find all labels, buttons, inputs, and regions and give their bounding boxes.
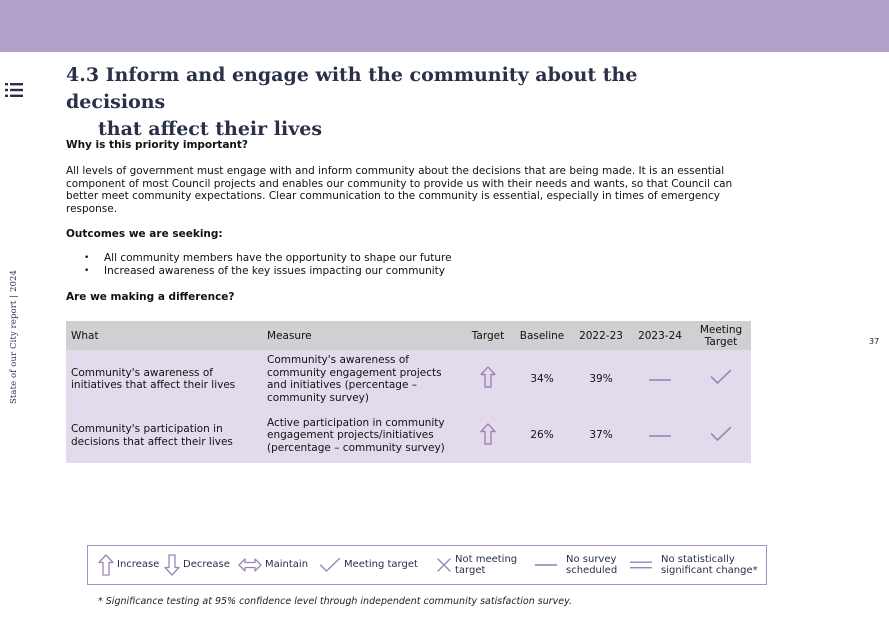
cell-meeting-target [691, 408, 751, 463]
not-meeting-cross-icon [436, 557, 452, 573]
header-what: What [66, 321, 262, 350]
decrease-arrow-icon [164, 554, 180, 576]
title-line-2: that affect their lives [98, 118, 323, 140]
table-header-row [66, 321, 751, 350]
cell-measure: Community's awareness of community engagement projects and initiatives (percentage – community survey) [262, 350, 465, 408]
page-number: 37 [869, 337, 880, 346]
meeting-target-check-icon [319, 557, 341, 573]
cell-baseline: 34% [511, 350, 573, 408]
table-of-contents-icon[interactable] [5, 82, 23, 98]
no-significant-change-icon [629, 560, 653, 570]
cell-target [465, 350, 511, 408]
legend-maintain [238, 546, 308, 583]
legend-label: Increase [117, 559, 160, 570]
header-target: Target [465, 321, 511, 350]
cell-2023-24 [629, 408, 691, 463]
cell-2023-24 [629, 350, 691, 408]
page-title [66, 62, 706, 143]
list-item: • Increased awareness of the key issues impacting our community [84, 265, 452, 278]
cell-2022-23: 37% [573, 408, 629, 463]
legend-no-survey [534, 546, 622, 583]
legend-no-significant-change [629, 546, 761, 583]
increase-arrow-icon [98, 554, 114, 576]
legend-box [87, 545, 767, 585]
legend-label: No survey scheduled [566, 553, 618, 576]
outcomes-list [84, 252, 452, 278]
legend-label: Maintain [265, 559, 309, 570]
table-row [66, 408, 751, 463]
legend-increase [98, 546, 159, 583]
legend-meeting-target [319, 546, 418, 583]
footnote: * Significance testing at 95% confidence level through independent community satisfaction survey. [98, 596, 573, 607]
increase-arrow-icon [480, 423, 496, 445]
meeting-target-check-icon [710, 426, 732, 442]
no-survey-dash-icon [648, 378, 672, 382]
table-row [66, 350, 751, 408]
header-baseline: Baseline [511, 321, 573, 350]
title-line-1: 4.3 Inform and engage with the community about the decisions [66, 64, 638, 113]
meeting-target-check-icon [710, 369, 732, 385]
cell-measure: Active participation in community engagement projects/initiatives (percentage – community survey) [262, 408, 465, 463]
legend-label: Not meeting target [455, 553, 518, 576]
legend-label: Meeting target [344, 559, 418, 570]
legend-label: No statistically significant change* [661, 553, 758, 576]
header-band [0, 0, 889, 52]
cell-what: Community's participation in decisions that affect their lives [66, 408, 262, 463]
header-measure: Measure [262, 321, 465, 350]
header-2022-23: 2022-23 [573, 321, 629, 350]
report-side-label: State of our City report | 2024 [9, 269, 19, 405]
kpi-table [66, 321, 751, 463]
no-survey-dash-icon [648, 434, 672, 438]
legend-decrease [164, 546, 230, 583]
outcomes-heading: Outcomes we are seeking: [66, 228, 223, 240]
increase-arrow-icon [480, 366, 496, 388]
cell-what: Community's awareness of initiatives that affect their lives [66, 350, 262, 408]
why-paragraph: All levels of government must engage with and inform community about the decisions that are being made. It is an essential component of most Council projects and enables our community to provide us with their needs and wants, so that Council can better meet community expectations. Clear communication to the community is essential, especially in times of emergency response. [66, 165, 733, 216]
legend-not-meeting-target [436, 546, 521, 583]
why-heading: Why is this priority important? [66, 139, 249, 151]
maintain-arrow-icon [238, 558, 262, 572]
legend-label: Decrease [183, 559, 230, 570]
no-survey-dash-icon [534, 563, 558, 567]
cell-2022-23: 39% [573, 350, 629, 408]
difference-heading: Are we making a difference? [66, 291, 235, 303]
cell-target [465, 408, 511, 463]
header-meeting-target: Meeting Target [691, 321, 751, 350]
header-2023-24: 2023-24 [629, 321, 691, 350]
list-item: • All community members have the opportunity to shape our future [84, 252, 452, 265]
cell-meeting-target [691, 350, 751, 408]
cell-baseline: 26% [511, 408, 573, 463]
